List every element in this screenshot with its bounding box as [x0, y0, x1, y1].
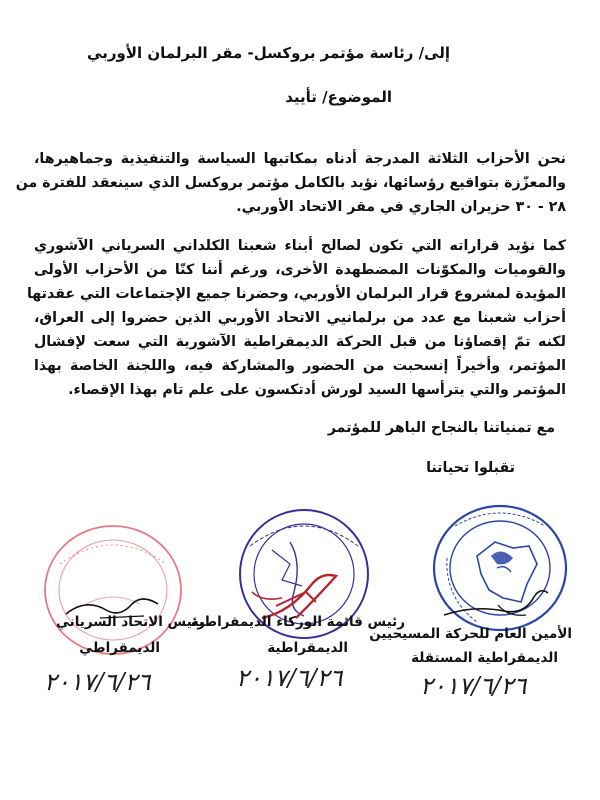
paragraph-2-line-7: المؤتمر والتي يترأسها السيد لورش أدتكسون على علم تام بهذا الإقصاء.	[68, 382, 566, 398]
paragraph-2-line-6: المؤتمر، وأخيراً إنسحبت من الحضور والمشاركة فيه، واللجنة الخاصة بهذا	[34, 358, 566, 374]
paragraph-1-line-1: نحن الأحزاب الثلاثة المدرجة أدناه بمكاتبها السياسة والتنفيذية وجماهيرها،	[34, 151, 566, 167]
paragraph-2-line-1: كما نؤيد قراراته التي تكون لصالح أبناء شعبنا الكلداني السرياني الآشوري	[34, 238, 566, 254]
paragraph-1-line-3: ٢٨ - ٣٠ حزيران الجاري في مقر الاتحاد الأوربي.	[236, 199, 566, 215]
signatory-3-title-2: الديمقراطي	[79, 640, 160, 656]
signatory-1-title-2: الديمقراطية المستقلة	[411, 650, 558, 666]
closing-wish: مع تمنياتنا بالنجاح الباهر للمؤتمر	[327, 420, 555, 436]
signatory-1-title: الأمين العام للحركة المسيحيين	[369, 626, 572, 642]
signatory-2-date: ٢٠١٧/٦/٢٦	[236, 664, 343, 692]
paragraph-2-line-4: أحزاب شعبنا مع عدد من برلمانيي الاتحاد الأوربي الذين حضروا إلى العراق،	[34, 310, 566, 326]
signatory-2-title-2: الديمقراطية	[267, 640, 348, 656]
signatory-1-date: ٢٠١٧/٦/٢٦	[420, 672, 527, 700]
paragraph-2-line-2: والقوميات والمكوّنات المضطهدة الأخرى، ورغم أننا كنّا من الأحزاب الأولى	[34, 262, 566, 278]
addressee-line: إلى/ رئاسة مؤتمر بروكسل- مقر البرلمان الأوربي	[87, 44, 450, 62]
paragraph-2-line-5: لكنه تمّ إقصاؤنا من قبل الحركة الديمقراطية الآشورية التي سعت لإفشال	[34, 334, 566, 350]
paragraph-1-line-2: والمعزّزة بتواقيع رؤسائها، نؤيد بالكامل مؤتمر بروكسل الذي سينعقد للفترة من	[15, 175, 566, 191]
signatory-3-date: ٢٠١٧/٦/٢٦	[44, 668, 151, 696]
subject-line: الموضوع/ تأييد	[285, 88, 392, 106]
paragraph-2-line-3: المؤيدة لمشروع قرار البرلمان الأوربي، وحضرنا جميع الإجتماعات التي عقدتها	[26, 286, 566, 302]
closing-regards: تقبلوا تحياتنا	[426, 460, 515, 476]
signatory-3-title: رئيس الاتحاد السرياني	[55, 614, 205, 630]
signatory-2-title: رئيس قائمة الوركاء الديمقراطية	[190, 614, 405, 630]
